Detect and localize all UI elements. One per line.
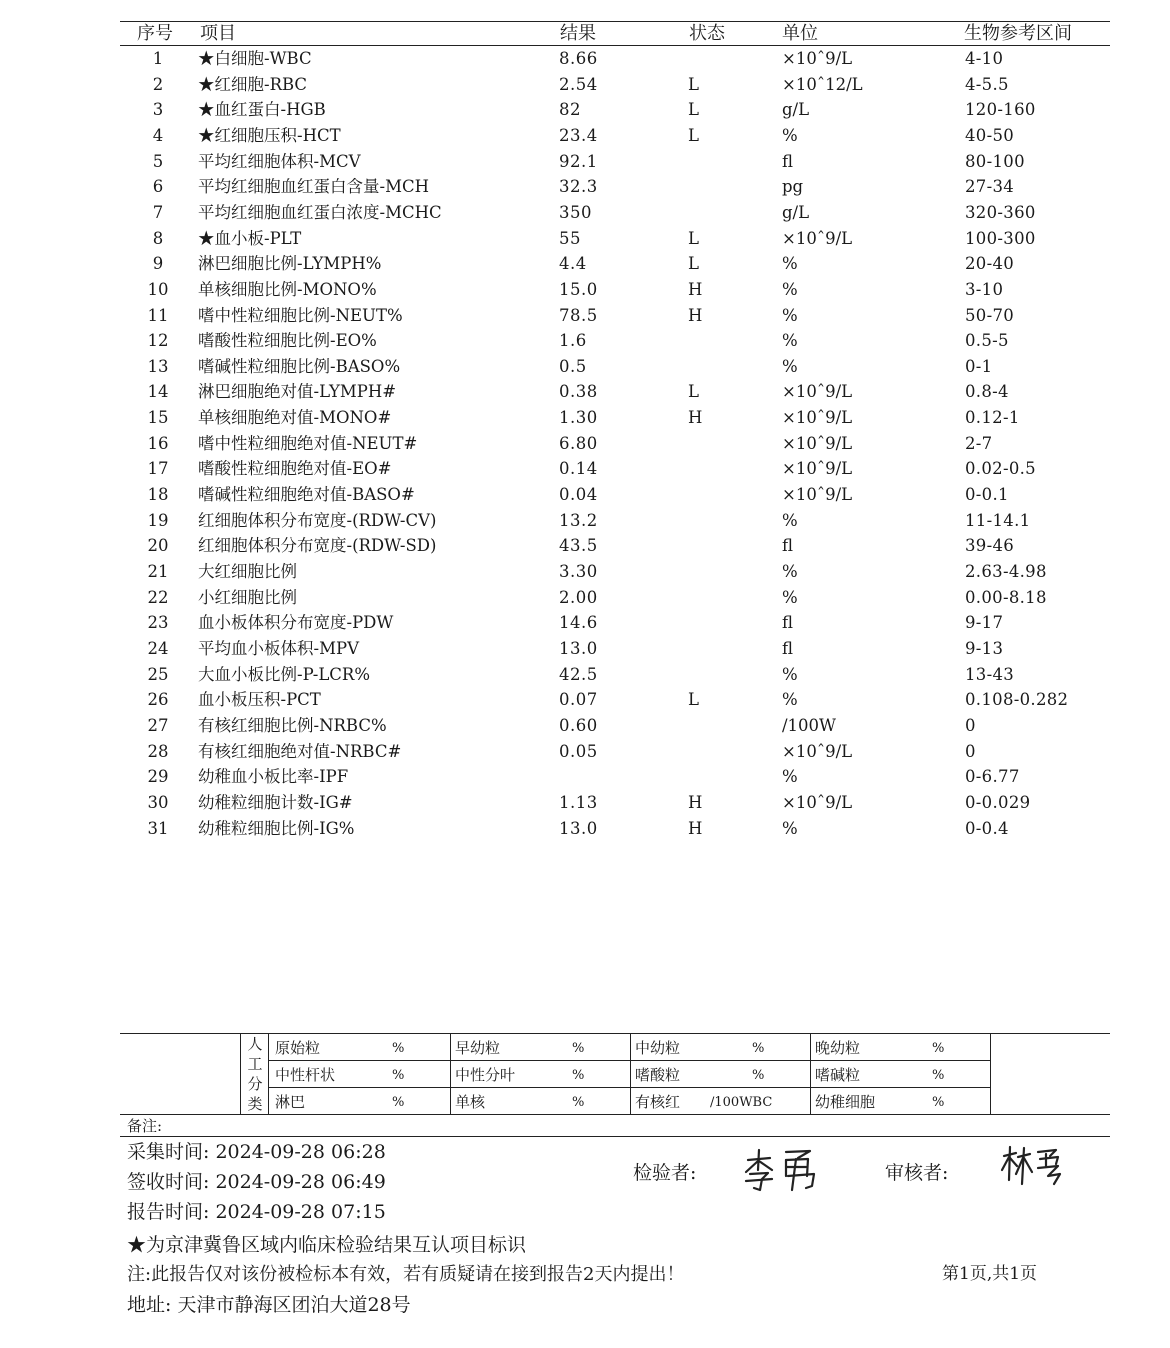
reviewer-signature	[1000, 1144, 1066, 1190]
table-row	[0, 765, 1170, 791]
row-number: 13	[147, 356, 169, 376]
unit: ×10ˆ12/L	[782, 74, 863, 94]
smear-side-char: 人	[247, 1035, 263, 1053]
reference-range: 2-7	[965, 433, 993, 453]
row-number: 6	[152, 177, 164, 197]
item-name: 嗜中性粒细胞绝对值-NEUT#	[198, 433, 418, 453]
item-name: 单核细胞比例-MONO%	[198, 279, 377, 299]
row-number: 31	[147, 818, 169, 838]
item-name: 红细胞体积分布宽度-(RDW-SD)	[198, 536, 437, 556]
table-row	[0, 329, 1170, 355]
smear-cell-label: 晚幼粒	[815, 1039, 861, 1057]
unit: ×10ˆ9/L	[782, 382, 853, 402]
reference-range: 0.12-1	[965, 408, 1020, 428]
status-flag: L	[688, 100, 699, 120]
result-value: 0.07	[559, 690, 598, 710]
unit: ×10ˆ9/L	[782, 433, 853, 453]
table-row	[0, 688, 1170, 714]
item-name: 嗜中性粒细胞比例-NEUT%	[198, 305, 403, 325]
remarks-rule	[120, 1136, 1110, 1137]
item-name: 嗜酸性粒细胞绝对值-EO#	[198, 459, 392, 479]
row-number: 20	[147, 536, 169, 556]
reference-range: 11-14.1	[965, 510, 1031, 530]
reference-range: 0-6.77	[965, 767, 1020, 787]
row-number: 27	[147, 715, 169, 735]
table-row	[0, 817, 1170, 843]
status-flag: H	[688, 279, 703, 299]
smear-cell-label: 幼稚细胞	[815, 1093, 876, 1111]
table-row	[0, 560, 1170, 586]
reviewer-label: 审核者:	[885, 1162, 949, 1184]
row-number: 29	[147, 767, 169, 787]
row-number: 15	[147, 408, 169, 428]
unit: ×10ˆ9/L	[782, 741, 853, 761]
item-name: 大血小板比例-P-LCR%	[198, 664, 371, 684]
table-row	[0, 150, 1170, 176]
status-flag: L	[688, 690, 699, 710]
remarks-label: 备注:	[127, 1117, 163, 1135]
smear-col-divider-3	[810, 1033, 811, 1114]
header-no: 序号	[137, 23, 173, 44]
table-row	[0, 98, 1170, 124]
row-number: 16	[147, 433, 169, 453]
smear-cell-unit: %	[392, 1068, 405, 1083]
unit: %	[782, 664, 798, 684]
item-name: 幼稚血小板比率-IPF	[198, 767, 349, 787]
unit: %	[782, 690, 798, 710]
status-flag: H	[688, 305, 703, 325]
unit: ×10ˆ9/L	[782, 408, 853, 428]
row-number: 11	[147, 305, 169, 325]
smear-cell-unit: %	[932, 1068, 945, 1083]
result-value: 14.6	[559, 613, 598, 633]
row-number: 14	[147, 382, 169, 402]
result-value: 350	[559, 202, 592, 222]
item-name: ★红细胞压积-HCT	[198, 125, 341, 145]
unit: fl	[782, 638, 794, 658]
smear-cell-label: 中性分叶	[455, 1066, 516, 1084]
table-row	[0, 663, 1170, 689]
header-result: 结果	[560, 23, 596, 44]
result-value: 23.4	[559, 125, 598, 145]
reference-range: 120-160	[965, 100, 1036, 120]
row-number: 25	[147, 664, 169, 684]
result-value: 0.14	[559, 459, 598, 479]
table-row	[0, 380, 1170, 406]
smear-cell-unit: %	[572, 1068, 585, 1083]
row-number: 8	[152, 228, 164, 248]
reference-range: 4-5.5	[965, 74, 1009, 94]
smear-cell-unit: %	[572, 1095, 585, 1110]
table-row	[0, 791, 1170, 817]
row-number: 23	[147, 613, 169, 633]
result-value: 92.1	[559, 151, 598, 171]
result-value: 32.3	[559, 177, 598, 197]
status-flag: L	[688, 382, 699, 402]
reference-range: 4-10	[965, 49, 1004, 68]
unit: ×10ˆ9/L	[782, 459, 853, 479]
smear-cell-label: 有核红	[635, 1093, 681, 1111]
smear-cell-unit: %	[752, 1068, 765, 1083]
result-value: 6.80	[559, 433, 598, 453]
row-number: 30	[147, 792, 169, 812]
row-number: 17	[147, 459, 169, 479]
result-value: 0.04	[559, 485, 598, 505]
smear-side-label	[242, 1034, 268, 1114]
result-value: 82	[559, 100, 581, 120]
result-value: 0.5	[559, 356, 587, 376]
row-number: 12	[147, 331, 169, 351]
smear-side-char: 工	[247, 1055, 263, 1073]
item-name: 有核红细胞绝对值-NRBC#	[198, 741, 402, 761]
smear-right-border	[990, 1033, 991, 1114]
row-number: 9	[152, 254, 164, 274]
result-value: 13.2	[559, 510, 598, 530]
item-name: ★白细胞-WBC	[198, 49, 312, 68]
unit: ×10ˆ9/L	[782, 485, 853, 505]
row-number: 19	[147, 510, 169, 530]
reference-range: 0-0.4	[965, 818, 1009, 838]
row-number: 4	[152, 125, 164, 145]
item-name: 平均红细胞血红蛋白含量-MCH	[198, 177, 429, 197]
table-row	[0, 740, 1170, 766]
result-value: 4.4	[559, 254, 587, 274]
row-number: 26	[147, 690, 169, 710]
unit: %	[782, 818, 798, 838]
row-number: 18	[147, 485, 169, 505]
smear-left-border	[240, 1033, 241, 1114]
item-name: 平均红细胞血红蛋白浓度-MCHC	[198, 202, 442, 222]
item-name: 小红细胞比例	[198, 587, 297, 607]
reference-range: 100-300	[965, 228, 1036, 248]
header-unit: 单位	[782, 23, 818, 44]
reference-range: 9-17	[965, 613, 1004, 633]
table-row	[0, 406, 1170, 432]
smear-cell-label: 嗜酸粒	[635, 1066, 681, 1084]
table-row	[0, 509, 1170, 535]
address: 地址: 天津市静海区团泊大道28号	[127, 1294, 411, 1316]
table-row	[0, 355, 1170, 381]
status-flag: L	[688, 74, 699, 94]
star-note: ★为京津冀鲁区域内临床检验结果互认项目标识	[127, 1234, 527, 1256]
reference-range: 20-40	[965, 254, 1015, 274]
table-row	[0, 714, 1170, 740]
unit: %	[782, 562, 798, 581]
result-value: 2.54	[559, 74, 598, 94]
unit: %	[782, 125, 798, 145]
item-name: ★血小板-PLT	[198, 228, 302, 248]
smear-cell-unit: /100WBC	[710, 1095, 773, 1110]
smear-cell-label: 中性杆状	[275, 1066, 336, 1084]
table-row	[0, 483, 1170, 509]
page-info: 第1页,共1页	[942, 1264, 1038, 1284]
reference-range: 0-0.029	[965, 792, 1031, 812]
row-number: 21	[147, 562, 169, 581]
reference-range: 0.8-4	[965, 382, 1009, 402]
row-number: 22	[147, 587, 169, 607]
row-number: 28	[147, 741, 169, 761]
row-number: 2	[152, 74, 164, 94]
report-time: 报告时间: 2024-09-28 07:15	[127, 1201, 386, 1223]
item-name: ★红细胞-RBC	[198, 74, 308, 94]
unit: /100W	[782, 715, 837, 735]
result-value: 43.5	[559, 536, 598, 556]
smear-cell-label: 原始粒	[275, 1039, 321, 1057]
result-value: 78.5	[559, 305, 598, 325]
validity-note: 注:此报告仅对该份被检标本有效，若有质疑请在接到报告2天内提出！	[127, 1264, 685, 1285]
reference-range: 13-43	[965, 664, 1015, 684]
smear-bottom-rule	[120, 1114, 1110, 1115]
item-name: 血小板体积分布宽度-PDW	[198, 613, 394, 633]
receive-time: 签收时间: 2024-09-28 06:49	[127, 1171, 386, 1193]
table-row	[0, 124, 1170, 150]
result-value: 42.5	[559, 664, 598, 684]
item-name: 大红细胞比例	[198, 562, 297, 581]
header-status: 状态	[689, 23, 725, 44]
result-value: 2.00	[559, 587, 598, 607]
reference-range: 27-34	[965, 177, 1015, 197]
unit: %	[782, 254, 798, 274]
header-reference: 生物参考区间	[964, 23, 1072, 44]
reference-range: 40-50	[965, 125, 1015, 145]
smear-row-divider-2	[268, 1087, 990, 1088]
smear-cell-label: 淋巴	[275, 1093, 306, 1111]
reference-range: 2.63-4.98	[965, 562, 1047, 581]
smear-cell-label: 早幼粒	[455, 1039, 501, 1057]
item-name: 淋巴细胞比例-LYMPH%	[198, 254, 382, 274]
item-name: 幼稚粒细胞计数-IG#	[198, 792, 353, 812]
status-flag: L	[688, 125, 699, 145]
unit: pg	[782, 177, 804, 197]
item-name: 嗜碱性粒细胞比例-BASO%	[198, 356, 401, 376]
table-row	[0, 637, 1170, 663]
result-value: 3.30	[559, 562, 598, 581]
result-value: 8.66	[559, 49, 598, 68]
smear-cell-unit: %	[572, 1041, 585, 1056]
status-flag: H	[688, 792, 703, 812]
smear-cell-label: 单核	[455, 1093, 486, 1111]
smear-col-divider-1	[450, 1033, 451, 1114]
item-name: 血小板压积-PCT	[198, 690, 321, 710]
reference-range: 0.00-8.18	[965, 587, 1047, 607]
unit: g/L	[782, 202, 810, 222]
item-name: 嗜碱性粒细胞绝对值-BASO#	[198, 485, 415, 505]
status-flag: L	[688, 228, 699, 248]
header-bottom-rule	[120, 45, 1110, 46]
row-number: 3	[152, 100, 164, 120]
unit: %	[782, 510, 798, 530]
result-value: 1.6	[559, 331, 587, 351]
table-row	[0, 304, 1170, 330]
unit: fl	[782, 613, 794, 633]
table-row	[0, 175, 1170, 201]
smear-label-divider	[268, 1033, 269, 1114]
result-value: 0.05	[559, 741, 598, 761]
table-row	[0, 227, 1170, 253]
result-value: 13.0	[559, 818, 598, 838]
unit: fl	[782, 536, 794, 556]
reference-range: 0	[965, 715, 976, 735]
smear-cell-label: 中幼粒	[635, 1039, 681, 1057]
unit: %	[782, 356, 798, 376]
table-row	[0, 73, 1170, 99]
result-value: 0.38	[559, 382, 598, 402]
unit: fl	[782, 151, 794, 171]
result-value: 15.0	[559, 279, 598, 299]
item-name: 平均血小板体积-MPV	[198, 638, 359, 658]
status-flag: H	[688, 408, 703, 428]
table-row	[0, 201, 1170, 227]
reference-range: 39-46	[965, 536, 1015, 556]
row-number: 1	[152, 49, 164, 68]
table-row	[0, 534, 1170, 560]
result-value: 0.60	[559, 715, 598, 735]
item-name: 有核红细胞比例-NRBC%	[198, 715, 387, 735]
result-value: 55	[559, 228, 581, 248]
smear-cell-unit: %	[392, 1095, 405, 1110]
smear-cell-label: 嗜碱粒	[815, 1066, 861, 1084]
table-row	[0, 611, 1170, 637]
reference-range: 320-360	[965, 202, 1036, 222]
table-row	[0, 47, 1170, 73]
reference-range: 0-0.1	[965, 485, 1009, 505]
header-top-rule	[120, 21, 1110, 22]
header-item: 项目	[200, 23, 236, 44]
item-name: 单核细胞绝对值-MONO#	[198, 408, 392, 428]
item-name: 淋巴细胞绝对值-LYMPH#	[198, 382, 397, 402]
unit: %	[782, 279, 798, 299]
unit: %	[782, 331, 798, 351]
unit: %	[782, 767, 798, 787]
result-value: 1.30	[559, 408, 598, 428]
table-row	[0, 457, 1170, 483]
item-name: 平均红细胞体积-MCV	[198, 151, 361, 171]
row-number: 24	[147, 638, 169, 658]
smear-cell-unit: %	[932, 1041, 945, 1056]
unit: %	[782, 587, 798, 607]
reference-range: 0.5-5	[965, 331, 1009, 351]
row-number: 7	[152, 202, 164, 222]
item-name: 红细胞体积分布宽度-(RDW-CV)	[198, 510, 437, 530]
table-row	[0, 278, 1170, 304]
table-row	[0, 586, 1170, 612]
status-flag: L	[688, 254, 699, 274]
result-value: 1.13	[559, 792, 598, 812]
reference-range: 50-70	[965, 305, 1015, 325]
inspector-label: 检验者:	[633, 1162, 697, 1184]
item-name: 幼稚粒细胞比例-IG%	[198, 818, 355, 838]
unit: ×10ˆ9/L	[782, 49, 853, 68]
result-value: 13.0	[559, 638, 598, 658]
unit: %	[782, 305, 798, 325]
unit: ×10ˆ9/L	[782, 792, 853, 812]
unit: g/L	[782, 100, 810, 120]
item-name: ★血红蛋白-HGB	[198, 100, 326, 120]
reference-range: 9-13	[965, 638, 1004, 658]
smear-row-divider-1	[268, 1060, 990, 1061]
item-name: 嗜酸性粒细胞比例-EO%	[198, 331, 377, 351]
table-row	[0, 432, 1170, 458]
smear-cell-unit: %	[392, 1041, 405, 1056]
reference-range: 3-10	[965, 279, 1004, 299]
reference-range: 0	[965, 741, 976, 761]
smear-cell-unit: %	[932, 1095, 945, 1110]
smear-side-char: 类	[247, 1095, 263, 1113]
status-flag: H	[688, 818, 703, 838]
reference-range: 0-1	[965, 356, 993, 376]
unit: ×10ˆ9/L	[782, 228, 853, 248]
reference-range: 80-100	[965, 151, 1025, 171]
inspector-signature	[740, 1146, 820, 1192]
row-number: 5	[152, 151, 164, 171]
reference-range: 0.02-0.5	[965, 459, 1036, 479]
smear-col-divider-2	[630, 1033, 631, 1114]
smear-side-char: 分	[247, 1075, 263, 1093]
table-row	[0, 252, 1170, 278]
smear-cell-unit: %	[752, 1041, 765, 1056]
row-number: 10	[147, 279, 169, 299]
reference-range: 0.108-0.282	[965, 690, 1069, 710]
collect-time: 采集时间: 2024-09-28 06:28	[127, 1141, 386, 1163]
